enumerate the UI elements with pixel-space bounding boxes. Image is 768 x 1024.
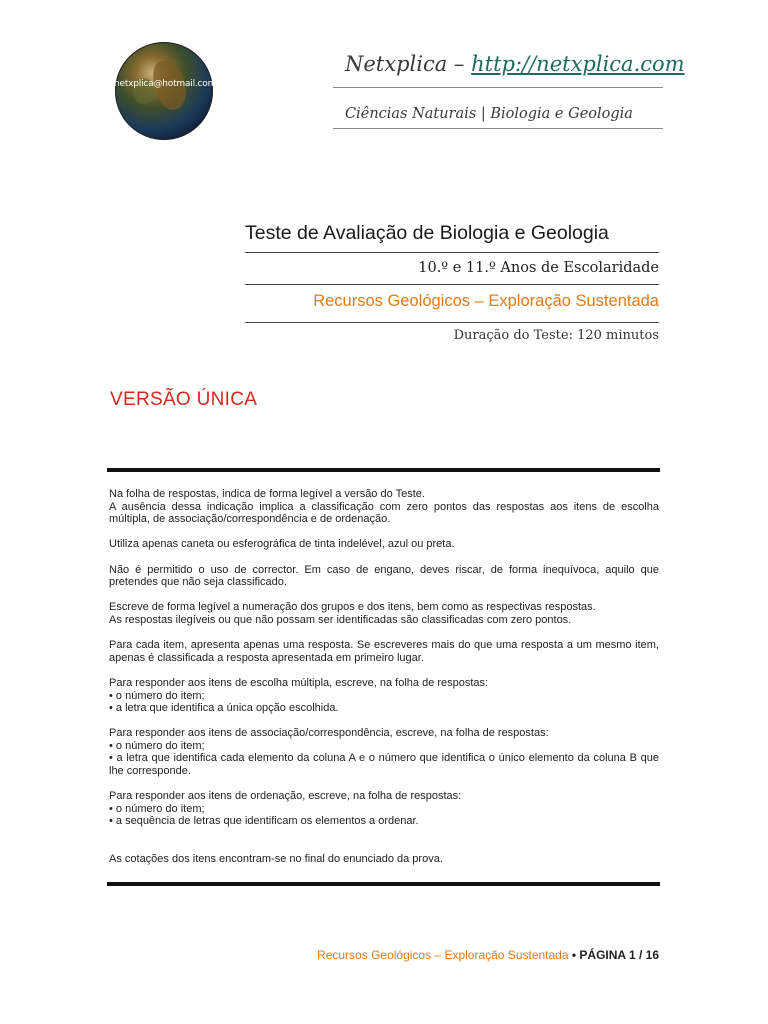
header-divider — [333, 128, 663, 129]
instruction-line: As cotações dos itens encontram-se no final do enunciado da prova. — [109, 853, 443, 866]
instruction-line: Para responder aos itens de ordenação, escreve, na folha de respostas: — [109, 790, 462, 803]
instruction-paragraph — [109, 564, 659, 589]
instructions-block — [109, 488, 659, 878]
instruction-paragraph — [109, 488, 659, 526]
test-title: Teste de Avaliação de Biologia e Geologia — [245, 222, 609, 244]
instruction-bullet: • o número do item; — [109, 739, 205, 752]
instruction-paragraph — [109, 601, 659, 626]
instruction-line: Para cada item, apresenta apenas uma resposta. Se escreveres mais do que uma resposta a um mesmo item, apenas é classificada a resposta apresentada em primeiro lugar. — [109, 639, 659, 664]
instruction-bullet: • a letra que identifica cada elemento da coluna A e o número que identifica o único elemento da coluna B que lhe corresponde. — [109, 752, 659, 778]
instruction-line: A ausência dessa indicação implica a classificação com zero pontos das respostas aos itens de escolha múltipla, de associação/correspondência e de ordenação. — [109, 500, 659, 526]
footer-topic: Recursos Geológicos – Exploração Sustentada — [317, 948, 569, 962]
title-divider — [245, 284, 659, 285]
instruction-bullet: • o número do item; — [109, 802, 205, 815]
page-number: PÁGINA 1 / 16 — [579, 948, 659, 962]
version-label: VERSÃO ÚNICA — [110, 389, 258, 410]
footer-separator: • — [568, 948, 580, 962]
instruction-line: Para responder aos itens de escolha múltipla, escreve, na folha de respostas: — [109, 676, 489, 689]
site-separator: – — [447, 52, 472, 76]
instruction-line: As respostas ilegíveis ou que não possam ser identificadas são classificadas com zero pontos. — [109, 613, 572, 626]
instruction-line: Para responder aos itens de associação/correspondência, escreve, na folha de respostas: — [109, 727, 549, 740]
instruction-paragraph — [109, 538, 659, 551]
instruction-bullet: • a sequência de letras que identificam os elementos a ordenar. — [109, 815, 419, 828]
page-footer — [317, 948, 659, 962]
test-duration: Duração do Teste: 120 minutos — [453, 328, 659, 343]
site-url-link[interactable]: http://netxplica.com — [471, 52, 685, 76]
site-name: Netxplica — [345, 52, 448, 76]
instruction-line: Escreve de forma legível a numeração dos grupos e dos itens, bem como as respectivas respostas. — [109, 601, 596, 614]
instruction-paragraph — [109, 639, 659, 664]
instruction-line: Utiliza apenas caneta ou esferográfica de tinta indelével, azul ou preta. — [109, 538, 455, 551]
instruction-line: Não é permitido o uso de corrector. Em caso de engano, deves riscar, de forma inequívoca, aquilo que pretendes que não seja classificado. — [109, 563, 659, 589]
site-subtitle: Ciências Naturais | Biologia e Geologia — [345, 106, 633, 122]
school-years: 10.º e 11.º Anos de Escolaridade — [418, 260, 659, 276]
instruction-paragraph — [109, 790, 659, 828]
title-divider — [245, 252, 659, 253]
instruction-paragraph — [109, 853, 659, 866]
instruction-paragraph — [109, 677, 659, 715]
title-divider — [245, 322, 659, 323]
logo-email: netxplica@hotmail.com — [114, 79, 217, 89]
test-topic: Recursos Geológicos – Exploração Sustentada — [313, 292, 659, 310]
instructions-top-rule — [107, 468, 660, 472]
instruction-line: Na folha de respostas, indica de forma legível a versão do Teste. — [109, 488, 425, 500]
globe-logo — [115, 42, 213, 140]
instruction-paragraph — [109, 727, 659, 777]
header-divider — [333, 87, 663, 88]
site-title — [345, 52, 685, 76]
instruction-bullet: • o número do item; — [109, 689, 205, 702]
instructions-bottom-rule — [107, 882, 660, 886]
instruction-bullet: • a letra que identifica a única opção escolhida. — [109, 702, 339, 715]
